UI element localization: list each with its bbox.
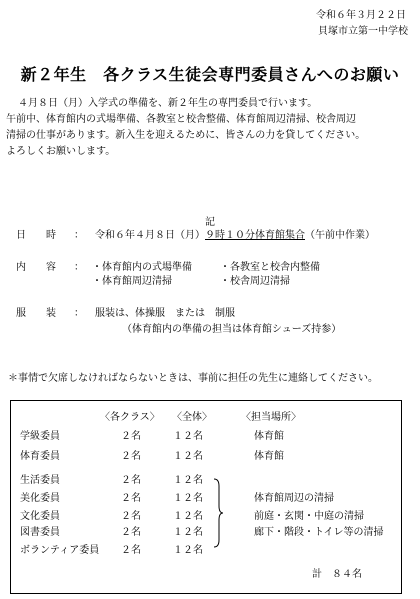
clothes-label: 服 装 [16,308,56,319]
school-name: 貝塚市立第一中学校 [318,26,408,37]
table-row-per-class: ２名 [121,475,141,486]
table-row-place: 体育館 [254,451,284,462]
table-row-per-class: ２名 [121,545,141,556]
intro-line-4: よろしくお願いします。 [6,146,116,157]
content-label: 内 容 [16,262,56,273]
content-item: ・体育館周辺清掃 [92,276,172,287]
date-value-prefix: 令和６年４月８日（月） [95,230,205,241]
table-row-name: 生活委員 [20,475,60,486]
table-row-per-class: ２名 [121,493,141,504]
table-row-name: 美化委員 [20,493,60,504]
document-title: 新２年生 各クラス生徒会専門委員さんへのお願い [20,65,400,84]
table-row-per-class: ２名 [121,511,141,522]
header-total: 〈全体〉 [172,412,212,423]
content-colon: ： [74,262,84,273]
table-row-name: 体育委員 [20,451,60,462]
table-row-total: １２名 [173,511,203,522]
clothes-value: 服装は、体操服 または 制服 [95,308,235,319]
content-item: ・体育館内の式場準備 [92,262,192,273]
absence-note: ＊事情で欠席しなければならないときは、事前に担任の先生に連絡してください。 [8,373,378,384]
table-row-total: １２名 [173,527,203,538]
curly-brace-icon [213,478,223,548]
date-value [95,226,375,241]
table-row-place: 前庭・玄関・中庭の清掃 [254,511,364,522]
intro-line-2: 午前中、体育館内の式場準備、各教室と校舎整備、体育館周辺清掃、校舎周辺 [6,114,356,125]
table-row-total: １２名 [173,545,203,556]
ki-heading: 記 [205,217,215,228]
header-place: 〈担当場所〉 [241,412,301,423]
table-total: 計 ８４名 [312,569,362,580]
date-colon: ： [74,230,84,241]
table-row-name: 文化委員 [20,511,60,522]
date-value-underlined: ９時１０分体育館集合 [205,230,305,241]
intro-line-3: 清掃の仕事があります。新入生を迎えるために、皆さんの力を貸してください。 [6,130,366,141]
intro-line-1: ４月８日（月）入学式の準備を、新２年生の専門委員で行います。 [18,98,318,109]
table-row-place: 体育館 [254,431,284,442]
table-row-name: 図書委員 [20,527,60,538]
table-row-total: １２名 [173,431,203,442]
content-item: ・各教室と校舎内整備 [220,262,320,273]
header-per-class: 〈各クラス〉 [100,412,160,423]
date-label: 日 時 [16,230,56,241]
table-row-per-class: ２名 [121,527,141,538]
table-row-total: １２名 [173,475,203,486]
date-value-suffix: （午前中作業） [305,230,375,241]
table-row-per-class: ２名 [121,451,141,462]
table-row-place: 廊下・階段・トイレ等の清掃 [254,527,384,538]
clothes-note: （体育館内の準備の担当は体育館シューズ持参） [122,324,342,335]
clothes-colon: ： [74,308,84,319]
table-row-total: １２名 [173,493,203,504]
content-item: ・校舎周辺清掃 [220,276,290,287]
table-row-name: 学級委員 [20,431,60,442]
table-row-name: ボランティア委員 [20,545,100,556]
table-row-total: １２名 [173,451,203,462]
document-date: 令和６年３月２２日 [316,10,406,21]
table-row-place: 体育館周辺の清掃 [254,493,334,504]
table-row-per-class: ２名 [121,431,141,442]
